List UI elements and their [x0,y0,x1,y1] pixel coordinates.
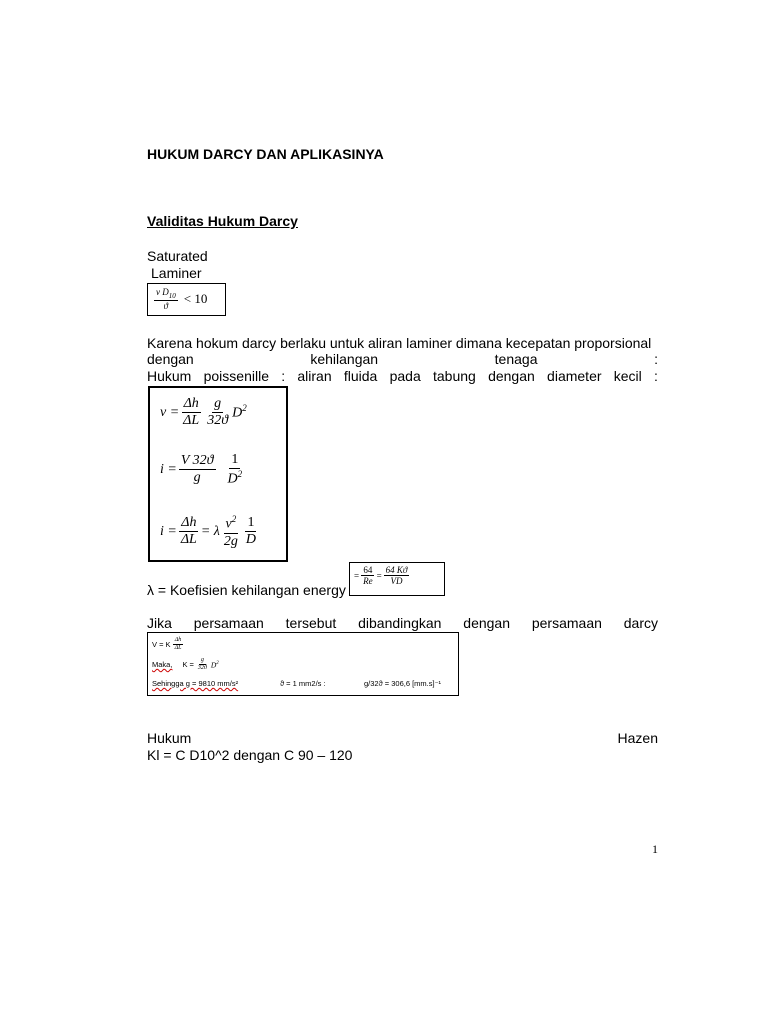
darcy-line-2: Maka, K = $\frac{g}{32ϑ}$ $D^2$ [152,657,219,671]
lambda-definition: λ = Koefisien kehilangan energy [147,582,346,598]
velocity-equation: v = $\frac{\Delta h}{\Delta L}$ $\frac{g}{32ϑ}$ $D^2$ [160,396,247,429]
word: dengan [463,615,510,631]
word: tabung [433,368,476,384]
sehingga-text: Sehingga g = 9810 mm/s² [152,679,239,688]
word: dengan [488,368,535,384]
word: Hukum [147,730,192,746]
laminer-label: Laminer [151,265,202,281]
word: Hazen [617,730,658,746]
lambda-equation: i = $\frac{\Delta h}{\Delta L}$ = λ $\frac{v^2}{2g}$ $\frac{1}{D}$ [160,514,256,549]
ratio-text: g/32ϑ = 306,6 [mm.s]⁻¹ [364,679,442,688]
maka-text: Maka, [152,659,173,669]
lambda-formula-box [349,562,445,596]
word: kehilangan [310,351,379,367]
hazen-line [147,730,658,747]
poiseuille-equations-box [148,386,288,562]
gradient-equation: i = $\frac{V 32ϑ}{g}$ $\frac{1}{D^2}$ [160,452,243,487]
reynolds-formula: $\frac{v D_{10}}{ϑ}$ < 10 [156,287,208,311]
document-title: HUKUM DARCY DAN APLIKASINYA [147,146,384,162]
page-number: 1 [652,842,658,856]
word: : [654,368,658,384]
word: dibandingkan [358,615,442,631]
paragraph-line-1: Karena hokum darcy berlaku untuk aliran laminer dimana kecepatan proporsional [147,335,652,351]
word: persamaan [193,615,264,631]
darcy-comparison-box [147,632,459,696]
darcy-line-1: V = K $\frac{\Delta h}{\Delta L}$ [152,637,182,651]
darcy-velocity-text: V = K [152,639,171,649]
word: Jika [147,615,172,631]
word: tenaga [494,351,538,367]
comparison-line [147,615,658,632]
word: tersebut [285,615,337,631]
word: persamaan [531,615,602,631]
word: : [654,351,658,367]
hazen-formula: Kl = C D10^2 dengan C 90 – 120 [147,747,353,763]
paragraph-line-3 [147,368,658,385]
paragraph-line-2 [147,351,658,368]
viscosity-text: ϑ = 1 mm2/s : [280,679,326,688]
word: : [281,368,286,384]
word: kecil [613,368,642,384]
section-heading: Validitas Hukum Darcy [147,213,298,229]
saturated-label: Saturated [147,248,208,264]
word: pada [389,368,421,384]
word: dengan [147,351,194,367]
reynolds-condition-box [147,283,226,316]
lambda-formula: = $\frac{64}{Re}$ = $\frac{64 Kϑ}{VD}$ [354,565,408,587]
word: diameter [547,368,602,384]
word: poissenille [203,368,269,384]
word: Hukum [147,368,192,384]
word: fluida [343,368,378,384]
word: darcy [623,615,658,631]
word: aliran [297,368,332,384]
